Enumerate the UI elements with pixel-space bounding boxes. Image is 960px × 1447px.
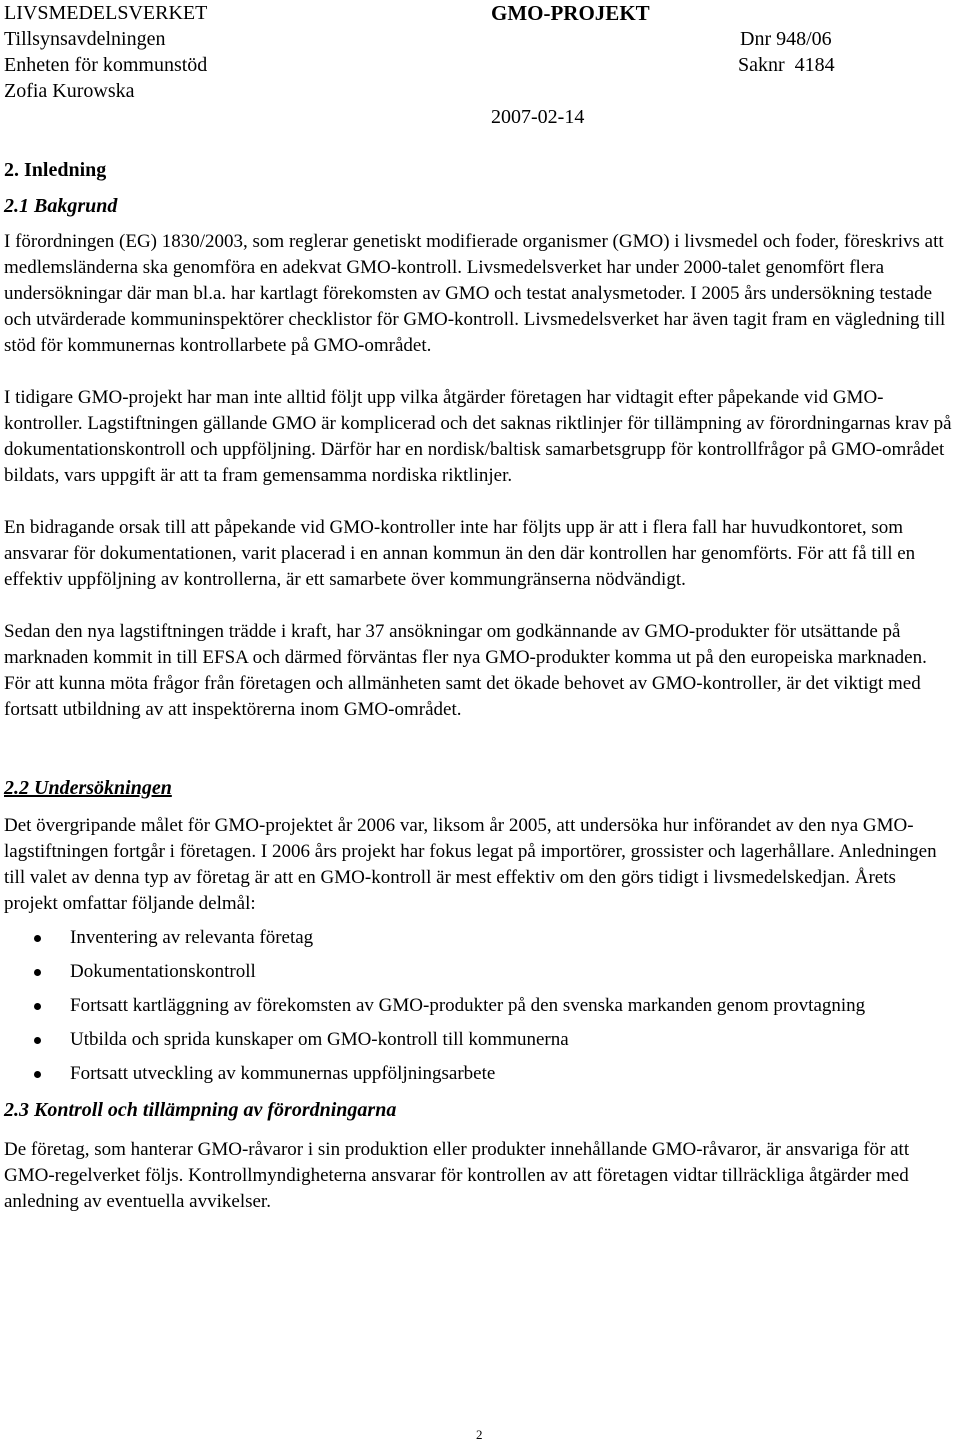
list-item: Inventering av relevanta företag — [4, 925, 954, 951]
bakgrund-paragraph-1: I förordningen (EG) 1830/2003, som reglerar genetiskt modifierade organismer (GMO) i livsmedel och foder, föreskrivs att medlemsländerna ska genomföra en adekvat GMO-kontroll. Livsmedelsverket har under 2000-talet genomfört flera undersökningar där man bl.a. har kartlagt förekomsten av GMO och testat analysmetoder. I 2005 års undersökning testade och utvärderade kommuninspektörer checklistor för GMO-kontroll. Livsmedelsverket har även tagit fram en vägledning till stöd för kommunernas kontrollarbete på GMO-området. — [4, 231, 946, 356]
bakgrund-paragraph-4: Sedan den nya lagstiftningen trädde i kraft, har 37 ansökningar om godkännande av GMO-produkter för utsättande på marknaden kommit in till EFSA och därmed förväntas fler nya GMO-produkter komma ut på den europeiska marknaden. För att kunna möta frågor från företagen och allmänheten samt det ökade behovet av GMO-kontroller, är det viktigt med fortsatt utbildning av att inspektörerna inom GMO-området. — [4, 621, 927, 720]
list-item: Utbilda och sprida kunskaper om GMO-kontroll till kommunerna — [4, 1027, 954, 1053]
list-item: Fortsatt utveckling av kommunernas uppföljningsarbete — [4, 1061, 954, 1087]
bakgrund-paragraph-3: En bidragande orsak till att påpekande vid GMO-kontroller inte har följts upp är att i flera fall har huvudkontoret, som ansvarar för dokumentationen, varit placerad i en annan kommun än den där kontrollen har genomförts. För att få till en effektiv uppföljning av kontrollerna, är ett samarbete över kommungränserna nödvändigt. — [4, 517, 916, 590]
bullet-icon — [34, 969, 41, 976]
bullet-icon — [34, 1037, 41, 1044]
unit-name: Enheten för kommunstöd — [4, 54, 208, 76]
bullet-icon — [34, 935, 41, 942]
agency-name: LIVSMEDELSVERKET — [4, 2, 208, 24]
section-heading-kontroll: 2.3 Kontroll och tillämpning av förordningarna — [4, 1099, 397, 1121]
undersokningen-paragraph: Det övergripande målet för GMO-projektet år 2006 var, liksom år 2005, att undersöka hur införandet av den nya GMO-lagstiftningen fortgår i företagen. I 2006 års projekt har fokus legat på importörer, grossister och lagerhållare. Anledningen till valet av denna typ av företag är att en GMO-kontroll är mest effektiv om den görs tidigt i livsmedelskedjan. Årets projekt omfattar följande delmål: — [4, 815, 937, 914]
bullet-icon — [34, 1071, 41, 1078]
department-name: Tillsynsavdelningen — [4, 28, 166, 50]
saknr-number: Saknr 4184 — [738, 54, 835, 76]
bullet-icon — [34, 1003, 41, 1010]
page-number: 2 — [476, 1427, 483, 1442]
document-date: 2007-02-14 — [491, 106, 585, 128]
section-heading-undersokningen: 2.2 Undersökningen — [4, 777, 172, 799]
dnr-number: Dnr 948/06 — [740, 28, 832, 50]
bakgrund-paragraph-2: I tidigare GMO-projekt har man inte alltid följt upp vilka åtgärder företagen har vidtagit efter påpekande vid GMO-kontroller. Lagstiftningen gällande GMO är komplicerad och det saknas riktlinjer för tillämpning av förordningarnas krav på dokumentationskontroll och uppföljning. Därför har en nordisk/baltisk samarbetsgrupp för kontrollfrågor på GMO-området bildats, vars uppgift är att ta fram gemensamma nordiska riktlinjer. — [4, 387, 952, 486]
list-item: Dokumentationskontroll — [4, 959, 954, 985]
goals-list — [4, 925, 954, 1087]
author-name: Zofia Kurowska — [4, 80, 135, 102]
section-heading-inledning: 2. Inledning — [4, 159, 107, 181]
document-body — [4, 157, 954, 1215]
section-heading-bakgrund: 2.1 Bakgrund — [4, 195, 118, 217]
list-item: Fortsatt kartläggning av förekomsten av GMO-produkter på den svenska markanden genom provtagning — [4, 993, 954, 1019]
kontroll-paragraph: De företag, som hanterar GMO-råvaror i sin produktion eller produkter innehållande GMO-råvaror, är ansvariga för att GMO-regelverket följs. Kontrollmyndigheterna ansvarar för kontrollen av att företagen vidtar tillräckliga åtgärder med anledning av eventuella avvikelser. — [4, 1139, 910, 1212]
project-title: GMO-PROJEKT — [491, 1, 650, 25]
